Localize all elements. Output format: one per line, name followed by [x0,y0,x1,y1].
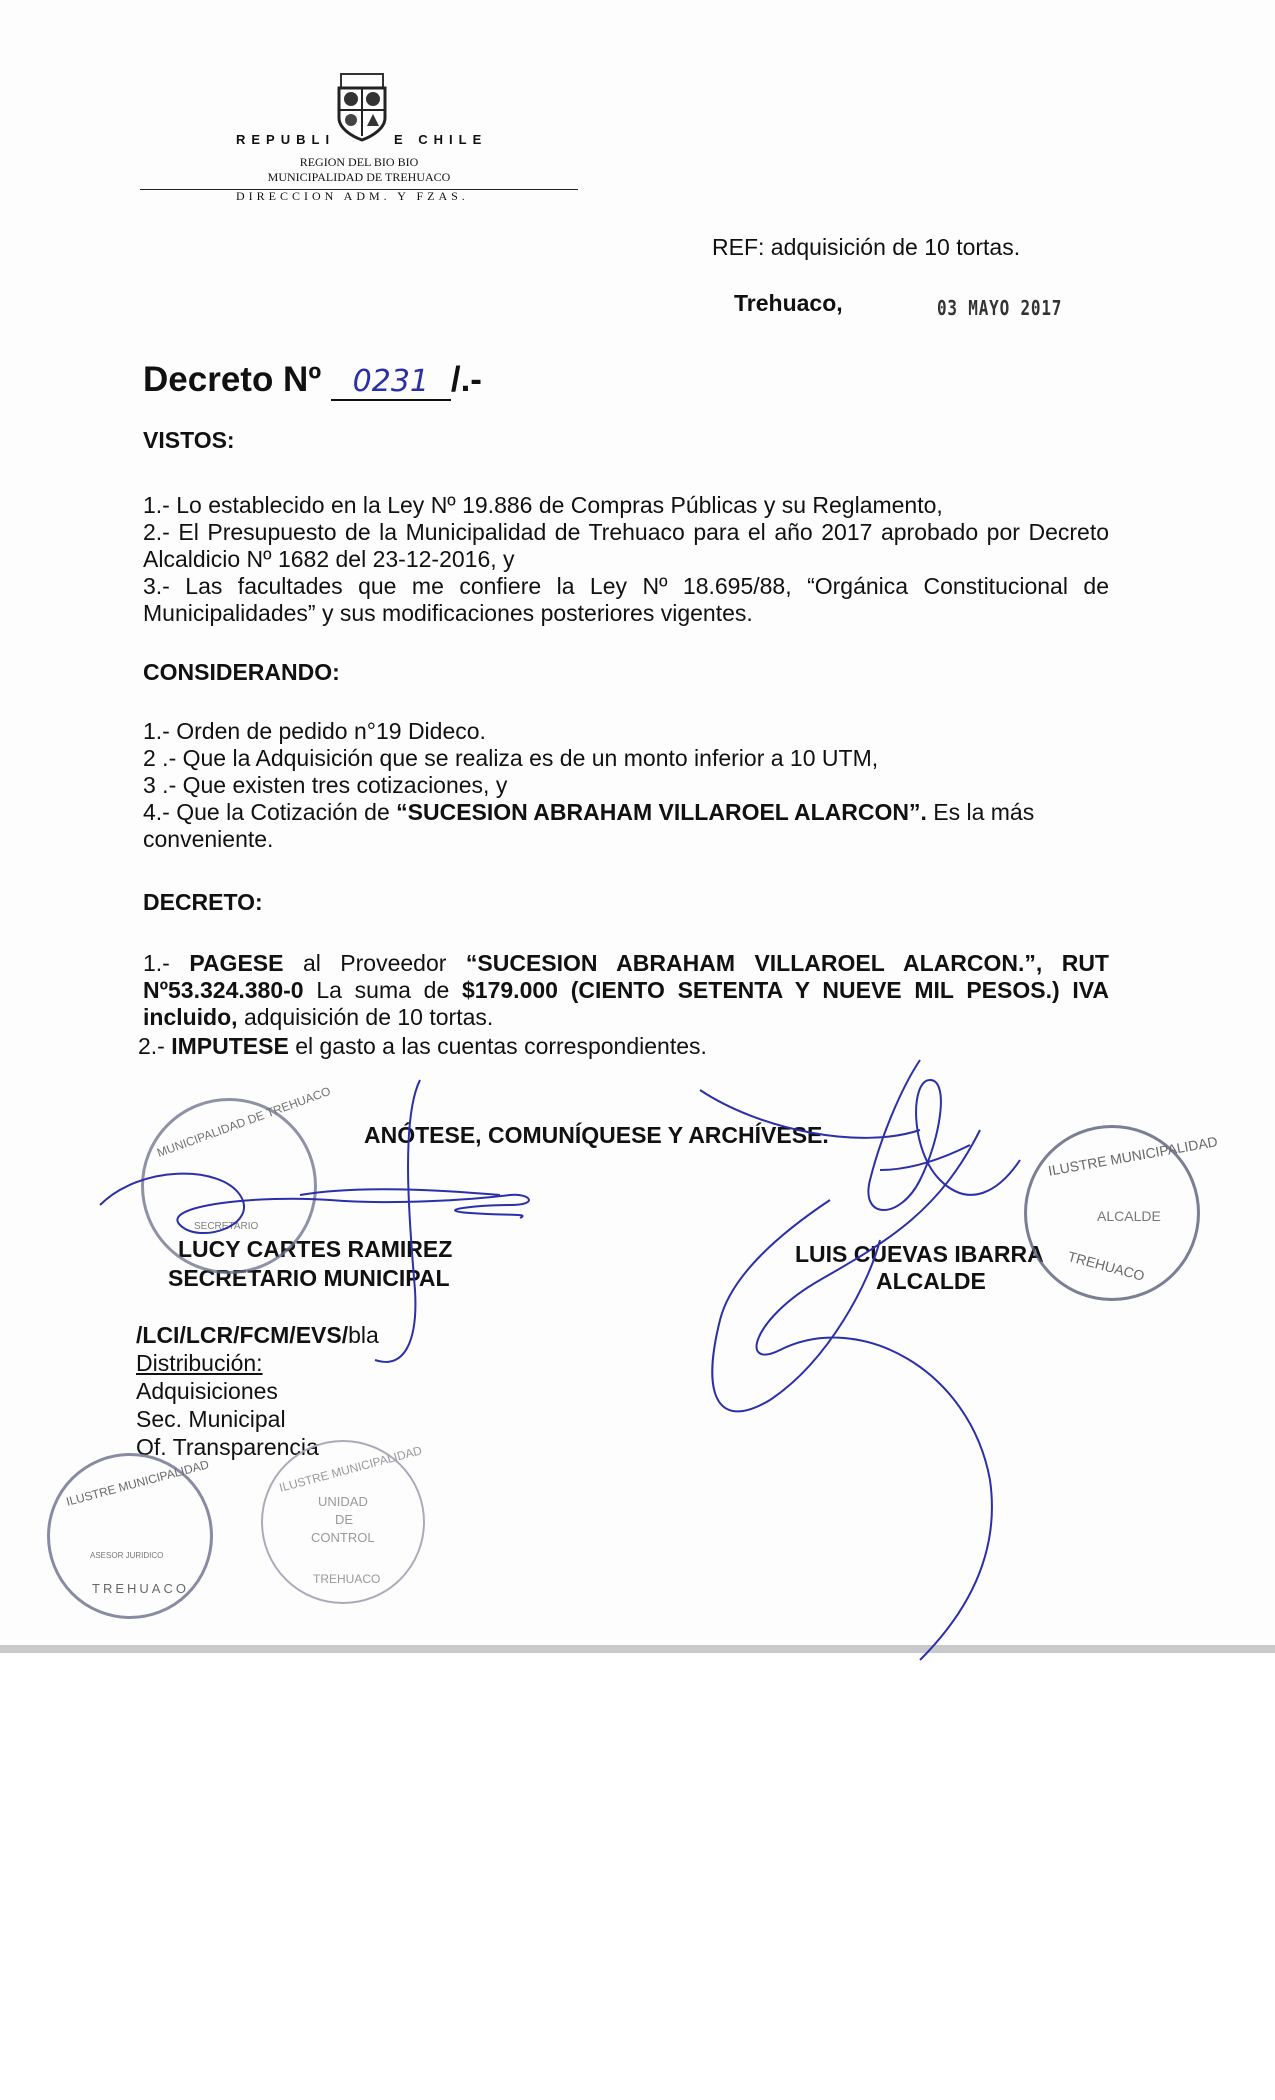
stamp-text: DE [335,1512,354,1527]
considerando-item: 1.- Orden de pedido n°19 Dideco. [143,718,486,744]
stamp-text: TREHUACO [313,1572,381,1586]
distribution-heading: Distribución: [136,1350,263,1376]
item4-supplier: “SUCESION ABRAHAM VILLAROEL ALARCON”. [396,799,927,825]
stamp-text: TREHUACO [92,1581,189,1596]
initials-bold: /LCI/LCR/FCM/EVS/ [136,1322,349,1348]
date-stamp: 03 MAYO 2017 [937,296,1063,320]
text: adquisición de 10 tortas. [237,1004,494,1030]
text: 2.- [138,1033,172,1059]
secretary-signature [100,1080,529,1362]
letterhead-country-right: E CHILE [394,132,488,147]
stamp-text: ASESOR JURIDICO [90,1551,164,1560]
signature-name: LUIS CUEVAS IBARRA [795,1241,1044,1267]
mayor-signature [700,1060,1020,1660]
distribution-item: Sec. Municipal [136,1406,286,1432]
vistos-item: 1.- Lo establecido en la Ley Nº 19.886 de Compras Públicas y su Reglamento, [143,492,943,518]
stamp-text: SECRETARIO [194,1221,259,1232]
stamp-text: MUNICIPALIDAD DE TREHUACO [155,1084,333,1160]
stamp-text: ILUSTRE MUNICIPALIDAD [277,1443,424,1495]
signature-name: LUCY CARTES RAMIREZ [178,1236,453,1262]
letterhead-department: DIRECCION ADM. Y FZAS. [236,189,469,203]
signature-title: SECRETARIO MUNICIPAL [168,1265,450,1291]
letterhead-municipality: MUNICIPALIDAD DE TREHUACO [267,170,451,184]
stamp-text: UNIDAD [318,1494,368,1509]
decree-suffix: /.- [450,360,482,399]
decreto-heading: DECRETO: [143,889,263,915]
stamp-text: ILUSTRE MUNICIPALIDAD [64,1457,211,1509]
vistos-heading: VISTOS: [143,427,235,453]
text-bold: PAGESE [189,950,284,976]
item4-suffix: Es la más conveniente. [143,799,1035,852]
text-bold: IMPUTESE [171,1033,289,1059]
text: al Proveedor [283,950,466,976]
text-bold: $179.000 (CIENTO SETENTA Y NUEVE MIL PESOS.) IVA incluido, [143,977,1110,1030]
letterhead-country-left: REPUBLI [236,132,336,147]
distribution-item: Adquisiciones [136,1378,278,1404]
place: Trehuaco, [734,290,843,316]
text: 1.- [143,950,190,976]
signature-title: ALCALDE [876,1268,986,1294]
reference: REF: adquisición de 10 tortas. [712,234,1021,260]
stamp-text: TREHUACO [1066,1248,1147,1284]
stamp-text: CONTROL [311,1530,375,1545]
closing-formula: ANÓTESE, COMUNÍQUESE Y ARCHÍVESE. [364,1122,829,1148]
considerando-item: 3 .- Que existen tres cotizaciones, y [143,772,508,798]
vistos-item: 2.- El Presupuesto de la Municipalidad de Trehuaco para el año 2017 aprobado por Decreto Alcaldicio Nº 1682 del 23-12-2016, y [143,519,1109,572]
letterhead-region: REGION DEL BIO BIO [299,155,419,169]
text: La suma de [303,977,463,1003]
item4-prefix: 4.- Que la Cotización de [143,799,397,825]
initials-normal: bla [348,1322,379,1348]
considerando-heading: CONSIDERANDO: [143,659,340,685]
decree-label: Decreto Nº [143,360,322,399]
vistos-item: 3.- Las facultades que me confiere la Ley Nº 18.695/88, “Orgánica Constitucional de Municipalidades” y sus modificaciones posteriores vigentes. [143,573,1109,626]
decree-number: 0231 [331,364,451,401]
distribution-item: Of. Transparencia [136,1434,319,1460]
stamp-text: ILUSTRE MUNICIPALIDAD [1046,1133,1219,1179]
text-bold: “SUCESION ABRAHAM VILLAROEL ALARCON.”, RUT Nº53.324.380-0 [143,950,1109,1003]
stamp-text: ALCALDE [1097,1208,1161,1224]
text: el gasto a las cuentas correspondientes. [288,1033,707,1059]
considerando-item: 2 .- Que la Adquisición que se realiza es de un monto inferior a 10 UTM, [143,745,879,771]
